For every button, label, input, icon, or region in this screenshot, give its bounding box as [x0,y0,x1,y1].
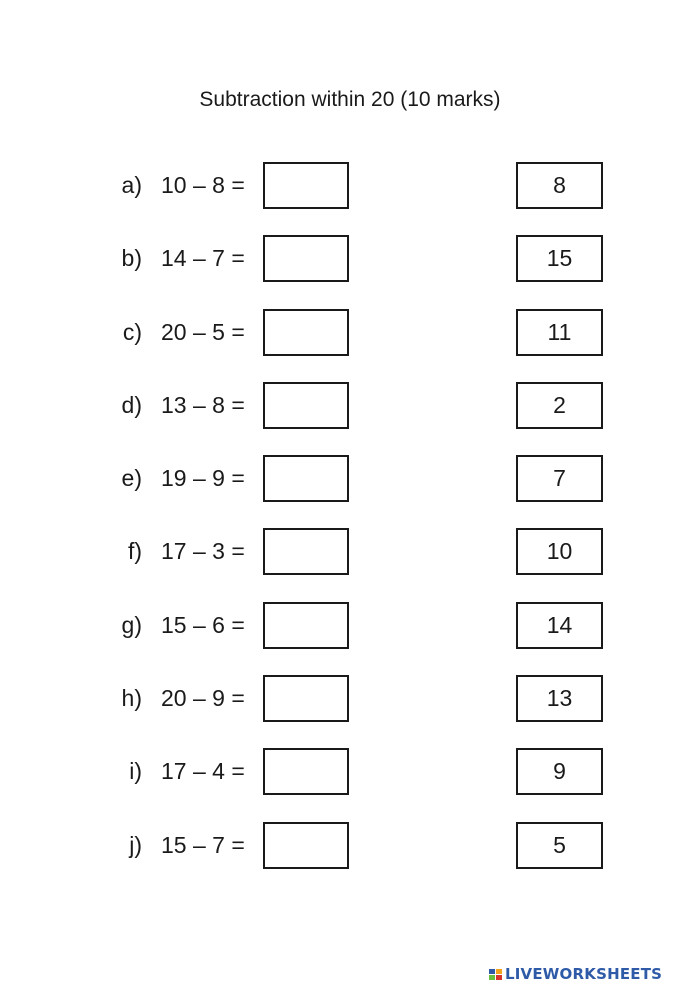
logo-text-live: LIVE [505,965,543,983]
question-letter: b) [121,245,142,272]
question-letter: a) [121,172,142,198]
answer-drop-box[interactable] [263,309,349,356]
question-row-h [0,675,700,748]
answer-drop-box[interactable] [263,602,349,649]
question-expression: 13 – 8 = [161,391,245,418]
question-expression: 15 – 6 = [161,611,245,638]
answer-option-tile[interactable]: 9 [516,748,603,795]
question-row-d [0,382,700,455]
question-row-c [0,309,700,382]
question-letter: j) [129,831,142,858]
worksheet-title: Subtraction within 20 (10 marks) [199,88,501,111]
answer-option-tile[interactable]: 2 [516,382,603,429]
logo-text-worksheets: WORKSHEETS [542,965,663,983]
question-expression: 19 – 9 = [161,465,245,492]
question-letter: h) [121,685,142,712]
question-letter: g) [121,611,142,638]
answer-drop-box[interactable] [263,822,349,869]
question-list [0,162,700,895]
answer-option-tile[interactable]: 15 [516,235,603,282]
answer-drop-box[interactable] [263,382,349,429]
question-row-g [0,602,700,675]
question-letter: f) [127,538,142,565]
question-letter: e) [121,465,142,492]
answer-option-tile[interactable]: 5 [516,822,603,869]
answer-option-tile[interactable]: 8 [516,162,603,209]
answer-option-tile[interactable]: 13 [516,675,603,722]
answer-drop-box[interactable] [263,455,349,502]
answer-drop-box[interactable] [263,675,349,722]
question-expression: 17 – 4 = [161,758,245,785]
question-expression: 14 – 7 = [161,245,245,272]
question-expression: 20 – 9 = [161,685,245,712]
question-letter: c) [122,318,142,345]
answer-option-tile[interactable]: 7 [516,455,603,502]
question-row-f [0,528,700,601]
question-row-i [0,748,700,821]
answer-drop-box[interactable] [263,162,349,209]
logo-wordmark [505,965,662,983]
question-expression: 10 – 8 = [161,172,245,198]
question-expression: 20 – 5 = [161,318,245,345]
liveworksheets-logo [489,964,662,984]
question-row-b [0,235,700,308]
question-letter: i) [129,758,142,785]
answer-option-tile[interactable]: 14 [516,602,603,649]
answer-drop-box[interactable] [263,748,349,795]
question-expression: 17 – 3 = [161,538,245,565]
answer-drop-box[interactable] [263,528,349,575]
question-expression: 15 – 7 = [161,831,245,858]
answer-option-tile[interactable]: 11 [516,309,603,356]
question-row-e [0,455,700,528]
answer-option-tile[interactable]: 10 [516,528,603,575]
question-letter: d) [121,391,142,418]
answer-drop-box[interactable] [263,235,349,282]
question-row-j [0,822,700,895]
question-row-a [0,162,700,235]
liveworksheets-logo-icon [489,967,502,981]
